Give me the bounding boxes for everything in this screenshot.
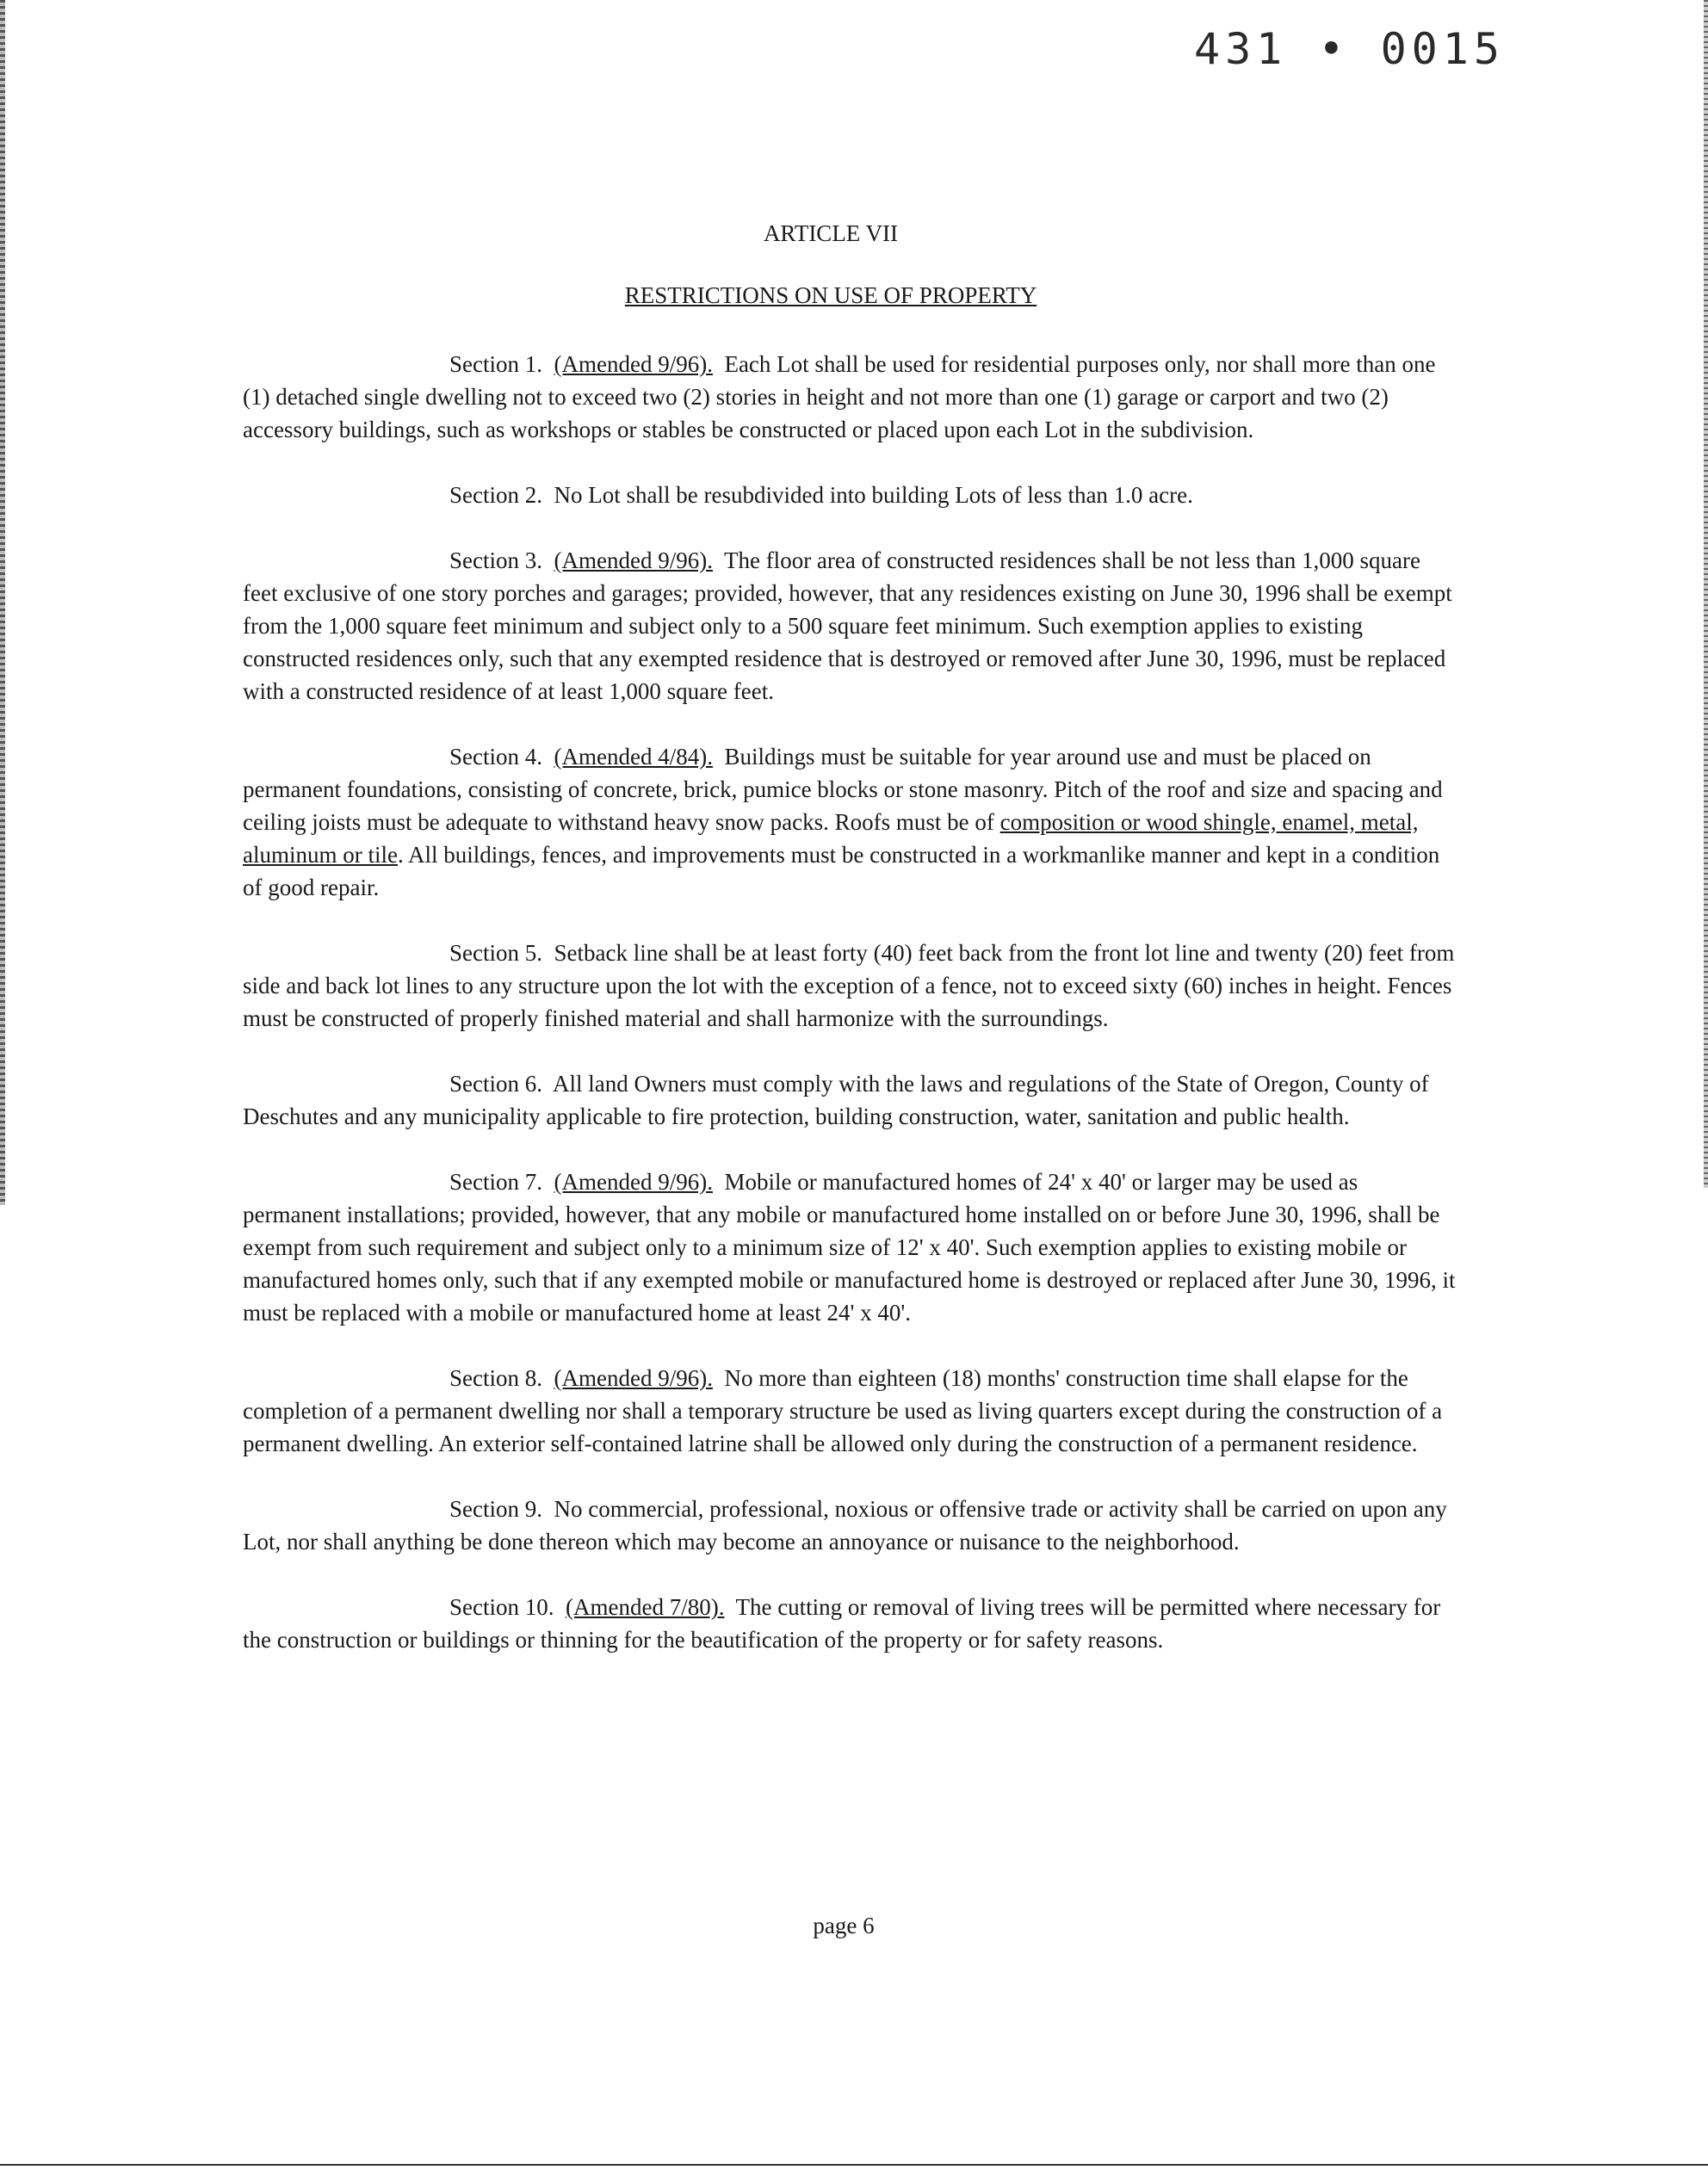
- section-10: [243, 1591, 1457, 1656]
- section-label: Section 10.: [449, 1594, 554, 1620]
- section-label: Section 5.: [449, 940, 542, 966]
- section-label: Section 7.: [449, 1169, 542, 1195]
- page-number: page 6: [813, 1913, 875, 1938]
- roof-materials: composition or wood shingle, enamel, metal, aluminum or tile: [243, 809, 1419, 868]
- section-label: Section 2.: [449, 482, 542, 508]
- section-text: The floor area of constructed residences shall be not less than 1,000 square feet exclusive of one story porches and garages; provided, however, that any residences existing on June 30, 1996 shall be exempt from the 1,000 square feet minimum and subject only to a 500 square feet minimum. Such exemption applies to existing constructed residences only, such that any exempted residence that is destroyed or removed after June 30, 1996, must be replaced with a constructed residence of at least 1,000 square feet.: [243, 547, 1452, 704]
- section-label: Section 8.: [449, 1365, 542, 1391]
- section-text: Buildings must be suitable for year around use and must be placed on permanent foundations, consisting of concrete, brick, pumice blocks or stone masonry. Pitch of the roof and size and spacing and ceiling joists must be adequate to withstand heavy snow packs. Roofs must be of: [243, 744, 1443, 835]
- article-title: ARTICLE VII: [763, 220, 899, 246]
- sections-body: [243, 348, 1457, 1689]
- section-4: [243, 740, 1457, 904]
- section-2: [243, 479, 1457, 511]
- section-text: The cutting or removal of living trees will be permitted where necessary for the construction or buildings or thinning for the beautification of the property or for safety reasons.: [243, 1594, 1441, 1653]
- amended-note: (Amended 9/96).: [554, 351, 713, 377]
- section-5: [243, 937, 1457, 1035]
- section-text: All land Owners must comply with the laws and regulations of the State of Oregon, County of Deschutes and any municipality applicable to fire protection, building construction, water, sanitation and public health.: [243, 1071, 1429, 1129]
- section-6: [243, 1067, 1457, 1133]
- section-text: Each Lot shall be used for residential purposes only, nor shall more than one (1) detached single dwelling not to exceed two (2) stories in height and not more than one (1) garage or carport and two (2) accessory buildings, such as workshops or stables be constructed or placed upon each Lot in the subdivision.: [243, 351, 1436, 442]
- amended-note: (Amended 4/84).: [554, 744, 713, 770]
- section-9: [243, 1493, 1457, 1558]
- scan-edge-right: [1704, 0, 1708, 1188]
- section-text: No commercial, professional, noxious or offensive trade or activity shall be carried on upon any Lot, nor shall anything be done thereon which may become an annoyance or nuisance to the neighborhood.: [243, 1496, 1447, 1555]
- section-text-continued: . All buildings, fences, and improvements must be constructed in a workmanlike manner and kept in a condition of good repair.: [243, 842, 1440, 900]
- article-subtitle: RESTRICTIONS ON USE OF PROPERTY: [624, 282, 1037, 308]
- amended-note: (Amended 9/96).: [554, 1169, 713, 1195]
- section-text: No Lot shall be resubdivided into building Lots of less than 1.0 acre.: [554, 482, 1193, 508]
- section-label: Section 4.: [449, 744, 542, 770]
- section-1: [243, 348, 1457, 446]
- section-text: No more than eighteen (18) months' construction time shall elapse for the completion of a permanent dwelling nor shall a temporary structure be used as living quarters except during the construction of a permanent dwelling. An exterior self-contained latrine shall be allowed only during the construction of a permanent residence.: [243, 1365, 1443, 1456]
- section-3: [243, 544, 1457, 708]
- bottom-rule: [0, 2164, 1708, 2166]
- section-8: [243, 1362, 1457, 1460]
- amended-note: (Amended 9/96).: [554, 547, 713, 573]
- section-label: Section 9.: [449, 1496, 542, 1522]
- amended-note: (Amended 9/96).: [554, 1365, 713, 1391]
- section-7: [243, 1165, 1457, 1329]
- amended-note: (Amended 7/80).: [566, 1594, 725, 1620]
- section-label: Section 3.: [449, 547, 542, 573]
- document-number: 431 • 0015: [1193, 24, 1505, 74]
- section-label: Section 1.: [449, 351, 542, 377]
- section-text: Mobile or manufactured homes of 24' x 40' or larger may be used as permanent installations; provided, however, that any mobile or manufactured home installed on or before June 30, 1996, shall be exempt from such requirement and subject only to a minimum size of 12' x 40'. Such exemption applies to existing mobile or manufactured homes only, such that if any exempted mobile or manufactured home is destroyed or replaced after June 30, 1996, it must be replaced with a mobile or manufactured home at least 24' x 40'.: [243, 1169, 1456, 1326]
- scan-edge-left: [0, 0, 5, 1205]
- section-text: Setback line shall be at least forty (40) feet back from the front lot line and twenty (20) feet from side and back lot lines to any structure upon the lot with the exception of a fence, not to exceed sixty (60) inches in height. Fences must be constructed of properly finished material and shall harmonize with the surroundings.: [243, 940, 1455, 1031]
- section-label: Section 6.: [449, 1071, 542, 1097]
